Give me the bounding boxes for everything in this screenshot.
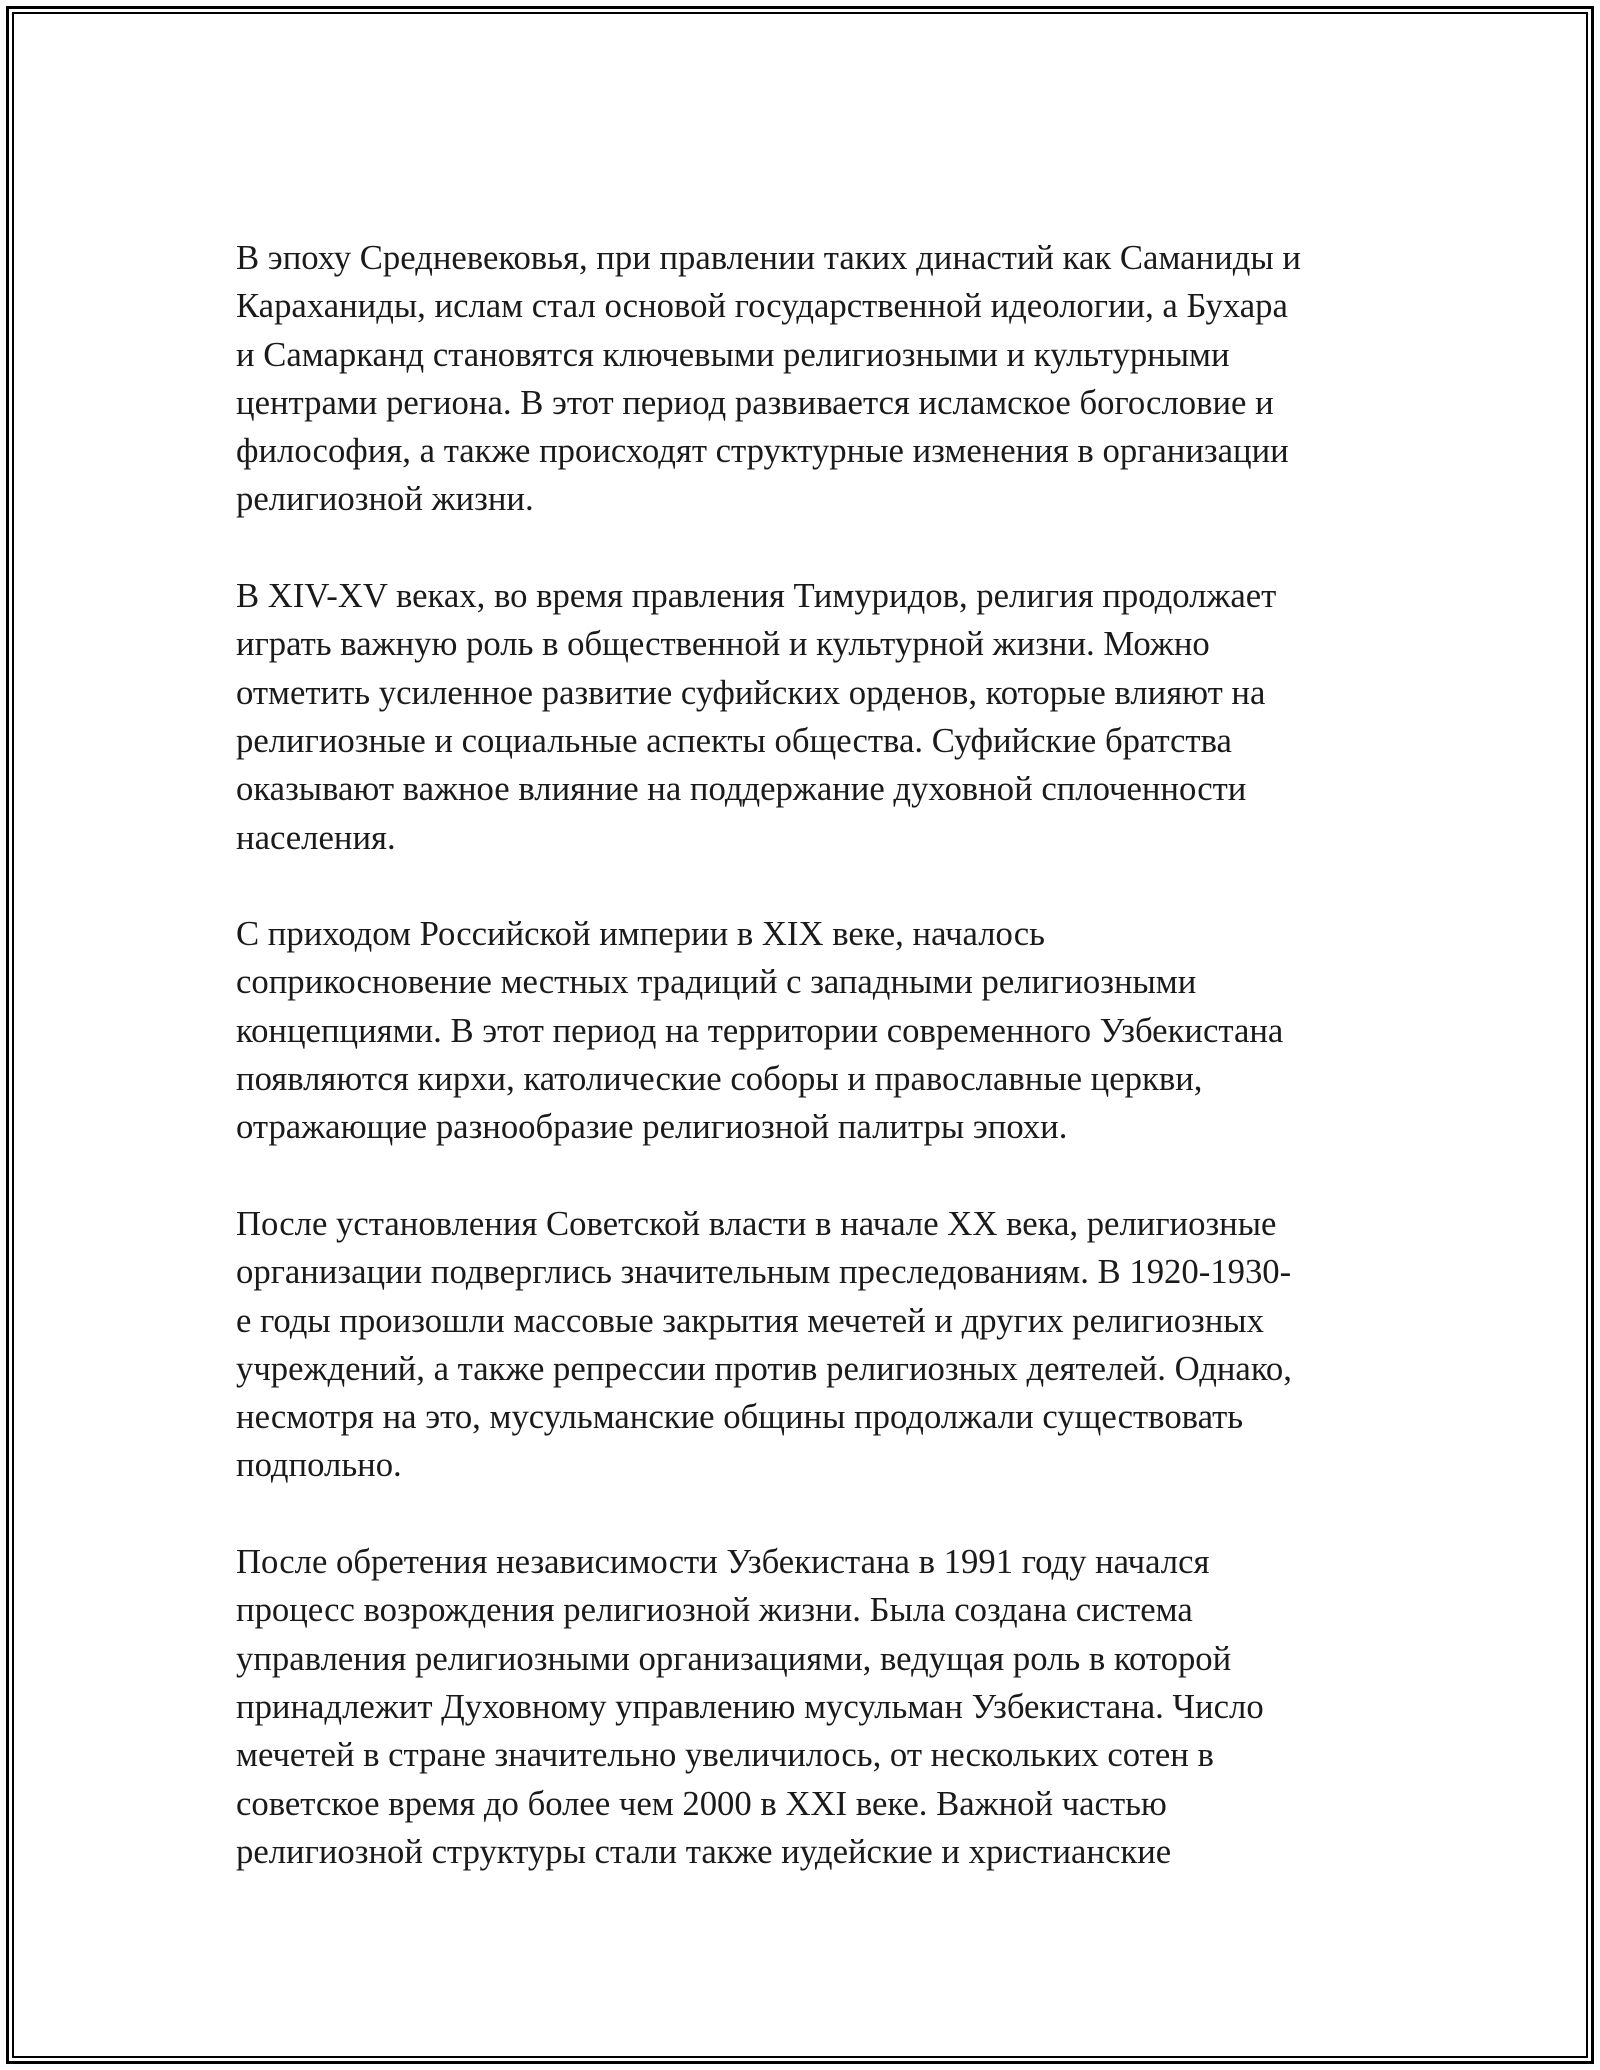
text-line: оказывают важное влияние на поддержание духовной сплоченности — [236, 769, 1247, 809]
text-line: организации подверглись значительным преследованиям. В 1920-1930- — [236, 1252, 1292, 1292]
paragraph-2 — [236, 572, 1386, 862]
text-line: учреждений, а также репрессии против религиозных деятелей. Однако, — [236, 1348, 1292, 1388]
text-line: появляются кирхи, католические соборы и православные церкви, — [236, 1059, 1203, 1099]
text-line: центрами региона. В этот период развивается исламское богословие и — [236, 382, 1274, 422]
text-line: После обретения независимости Узбекистана в 1991 году начался — [236, 1542, 1210, 1582]
text-line: отметить усиленное развитие суфийских орденов, которые влияют на — [236, 672, 1266, 712]
text-line: е годы произошли массовые закрытия мечетей и других религиозных — [236, 1300, 1264, 1340]
text-line: управления религиозными организациями, ведущая роль в которой — [236, 1638, 1232, 1678]
text-line: Караханиды, ислам стал основой государственной идеологии, а Бухара — [236, 286, 1288, 326]
text-line: подпольно. — [236, 1445, 402, 1485]
text-line: В XIV-XV веках, во время правления Тимуридов, религия продолжает — [236, 576, 1277, 616]
text-line: философия, а также происходят структурные изменения в организации — [236, 431, 1289, 471]
paragraph-4 — [236, 1200, 1386, 1490]
text-line: населения. — [236, 817, 396, 857]
text-line: мечетей в стране значительно увеличилось, от нескольких сотен в — [236, 1735, 1214, 1775]
text-line: религиозной структуры стали также иудейские и христианские — [236, 1831, 1172, 1871]
text-line: советское время до более чем 2000 в XXI веке. Важной частью — [236, 1783, 1167, 1823]
text-line: принадлежит Духовному управлению мусульман Узбекистана. Число — [236, 1686, 1264, 1726]
paragraph-5 — [236, 1538, 1386, 1876]
text-line: и Самарканд становятся ключевыми религиозными и культурными — [236, 334, 1230, 374]
text-line: религиозные и социальные аспекты общества. Суфийские братства — [236, 720, 1232, 760]
text-line: В эпоху Средневековья, при правлении таких династий как Саманиды и — [236, 238, 1301, 277]
text-line: религиозной жизни. — [236, 479, 534, 519]
document-body — [236, 234, 1386, 1924]
paragraph-1 — [236, 234, 1386, 524]
text-line: С приходом Российской империи в XIX веке, началось — [236, 914, 1045, 954]
text-line: процесс возрождения религиозной жизни. Была создана система — [236, 1590, 1193, 1630]
text-line: играть важную роль в общественной и культурной жизни. Можно — [236, 624, 1210, 664]
paragraph-3 — [236, 910, 1386, 1151]
text-line: соприкосновение местных традиций с западными религиозными — [236, 962, 1197, 1002]
text-line: несмотря на это, мусульманские общины продолжали существовать — [236, 1397, 1244, 1437]
text-line: концепциями. В этот период на территории современного Узбекистана — [236, 1010, 1284, 1050]
text-line: отражающие разнообразие религиозной палитры эпохи. — [236, 1107, 1068, 1147]
text-line: После установления Советской власти в начале XX века, религиозные — [236, 1203, 1277, 1243]
